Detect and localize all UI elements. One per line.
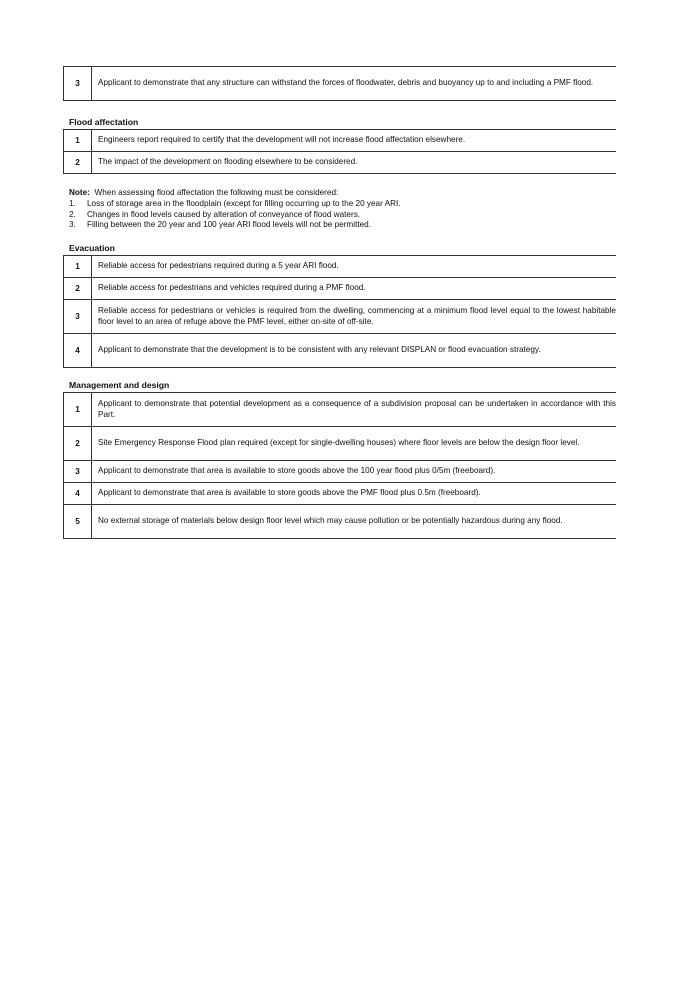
structure-table: [63, 66, 616, 101]
table-row: [64, 277, 616, 299]
row-number: 3: [64, 300, 92, 333]
row-text: Applicant to demonstrate that the development is to be consistent with any relevant DISPLAN or flood evacuation strategy.: [98, 345, 541, 355]
table-row: [64, 151, 616, 173]
list-text: Filling between the 20 year and 100 year ARI flood levels will not be permitted.: [87, 220, 371, 230]
table-row: [64, 482, 616, 504]
row-text: Reliable access for pedestrians and vehicles required during a PMF flood.: [98, 283, 366, 293]
row-text: Applicant to demonstrate that any structure can withstand the forces of floodwater, debris and buoyancy up to and including a PMF flood.: [98, 78, 594, 88]
row-number: 3: [64, 67, 92, 100]
list-item: [69, 220, 616, 231]
list-text: Loss of storage area in the floodplain (except for filling occurring up to the 20 year ARI.: [87, 198, 401, 208]
table-row: [64, 460, 616, 482]
row-number: 1: [64, 256, 92, 277]
note-block: [69, 188, 616, 231]
row-number: 4: [64, 334, 92, 367]
row-text: No external storage of materials below design floor level which may cause pollution or be potentially hazardous during any flood.: [98, 516, 563, 526]
note-intro: [69, 188, 616, 199]
row-text: Applicant to demonstrate that area is available to store goods above the 100 year flood plus 0/5m (freeboard).: [98, 466, 496, 476]
note-list: [69, 199, 616, 231]
row-number: 2: [64, 152, 92, 173]
section-heading-management: Management and design: [69, 380, 170, 391]
section-heading-flood-affectation: Flood affectation: [69, 117, 139, 127]
table-row: [64, 426, 616, 460]
list-item: [69, 210, 616, 221]
row-text: Site Emergency Response Flood plan required (except for single-dwelling houses) where floor levels are below the design floor level.: [98, 438, 580, 448]
section-heading-evacuation: Evacuation: [69, 243, 115, 254]
row-number: 5: [64, 505, 92, 538]
row-number: 4: [64, 483, 92, 504]
note-intro-text: When assessing flood affectation the following must be considered:: [94, 188, 339, 197]
table-row: [64, 504, 616, 538]
row-text: Engineers report required to certify that the development will not increase flood affectation elsewhere.: [98, 135, 466, 145]
row-text: The impact of the development on flooding elsewhere to be considered.: [98, 157, 358, 167]
row-text: Reliable access for pedestrians or vehicles is required from the dwelling, commencing at a minimum flood level equal to the lowest habitable floor level to an area of refuge above the PMF level, either on-site of off-site.: [98, 306, 616, 326]
row-text: Applicant to demonstrate that potential development as a consequence of a subdivision proposal can be undertaken in accordance with this Part.: [98, 399, 616, 419]
note-label: Note:: [69, 188, 90, 197]
table-row: [64, 392, 616, 426]
row-text: Applicant to demonstrate that area is available to store goods above the PMF flood plus 0.5m (freeboard).: [98, 488, 481, 498]
table-row: [64, 66, 616, 100]
list-number: 2.: [69, 209, 76, 219]
row-number: 2: [64, 278, 92, 299]
table-row: [64, 129, 616, 151]
row-number: 1: [64, 393, 92, 426]
list-number: 1.: [69, 198, 76, 208]
row-text: Reliable access for pedestrians required during a 5 year ARI flood.: [98, 261, 339, 271]
table-row: [64, 333, 616, 367]
table-row: [64, 255, 616, 277]
list-number: 3.: [69, 220, 76, 230]
list-text: Changes in flood levels caused by alteration of conveyance of flood waters.: [87, 209, 361, 219]
row-number: 1: [64, 130, 92, 151]
evacuation-table: [63, 255, 616, 368]
table-row: [64, 299, 616, 333]
list-item: [69, 199, 616, 210]
flood-affectation-table: [63, 129, 616, 174]
row-number: 3: [64, 461, 92, 482]
row-number: 2: [64, 427, 92, 460]
management-table: [63, 392, 616, 539]
